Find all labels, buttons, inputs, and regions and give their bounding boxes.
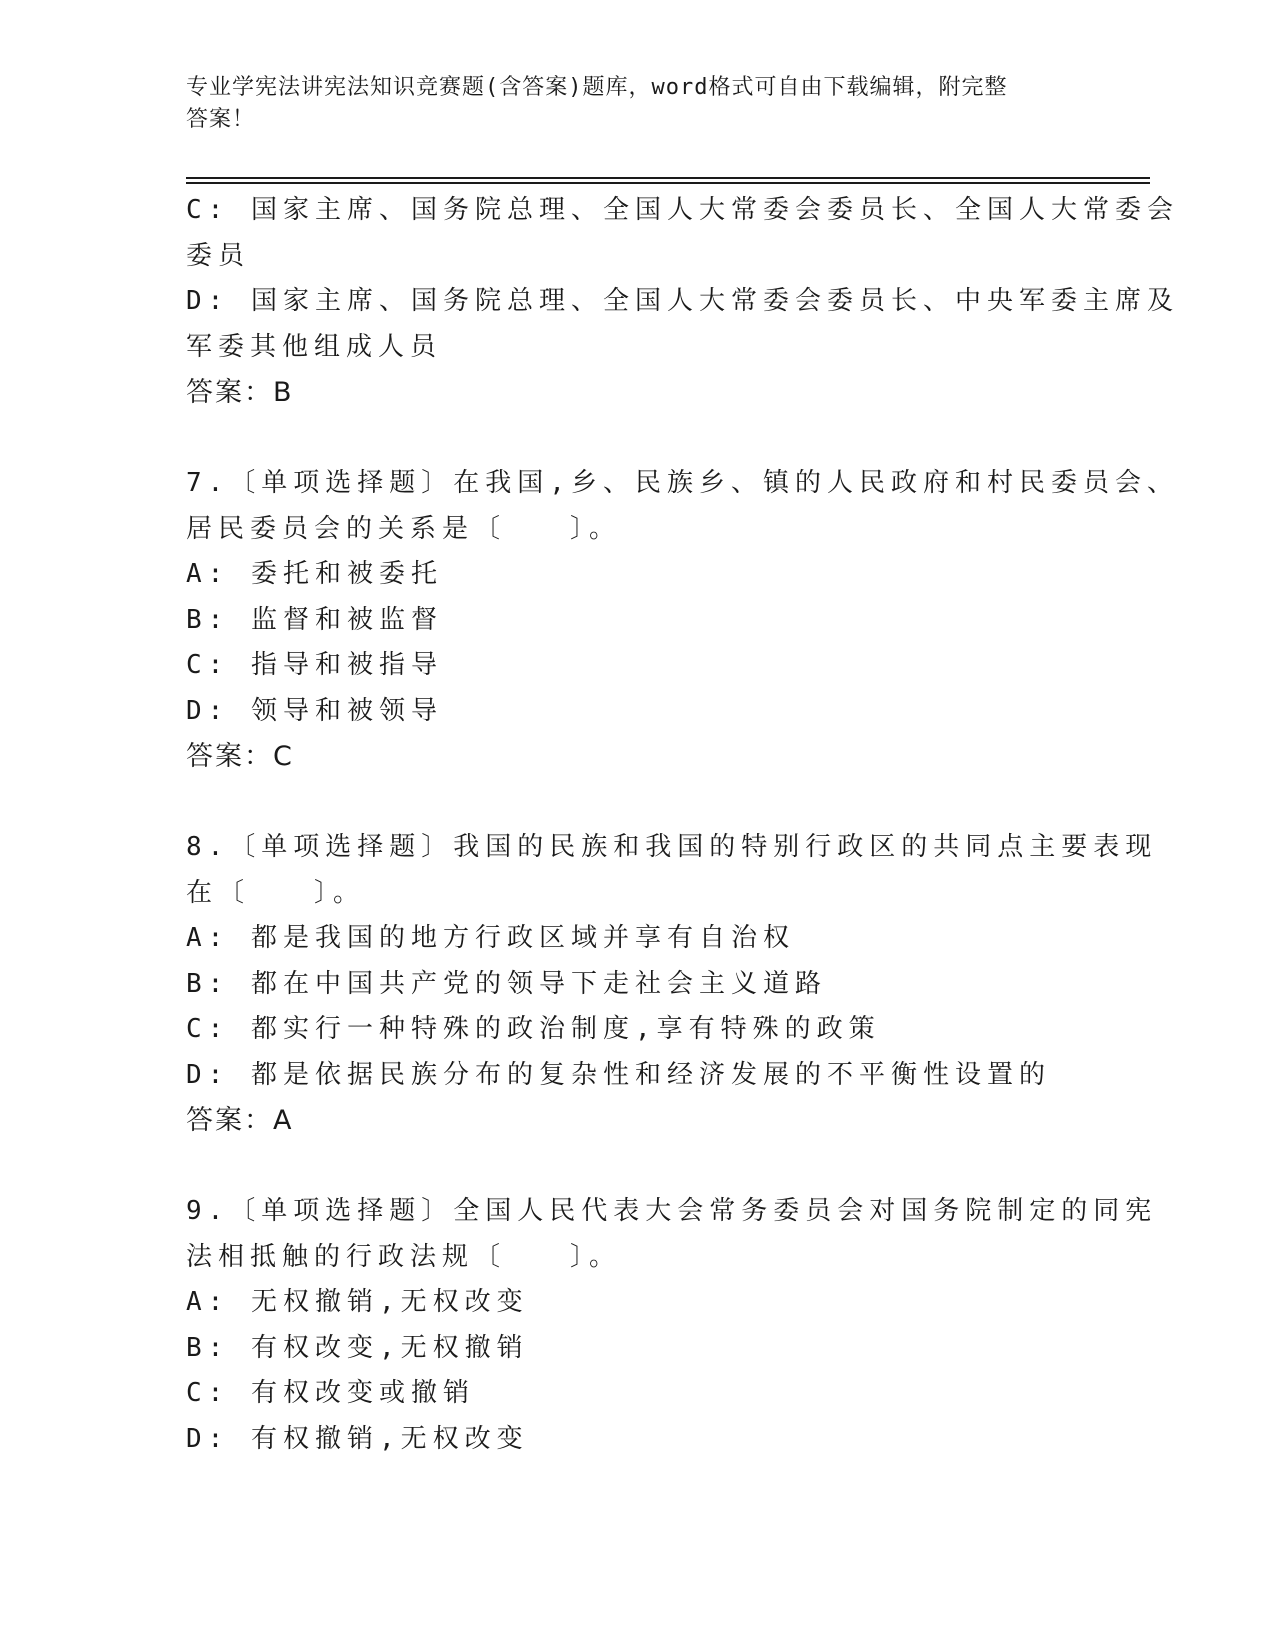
q9-stem-line-2: 法相抵触的行政法规〔 〕。 [186, 1241, 622, 1272]
q7-option-d: D: 领导和被领导 [186, 695, 443, 726]
question-7 [186, 461, 1179, 780]
q7-stem-line-2: 居民委员会的关系是〔 〕。 [186, 513, 622, 544]
header-divider-top [186, 177, 1150, 179]
question-list [186, 188, 1179, 1462]
q7-stem-line-1: 7.〔单项选择题〕在我国,乡、民族乡、镇的人民政府和村民委员会、 [186, 468, 1179, 498]
q9-option-c: C: 有权改变或撤销 [186, 1378, 475, 1408]
q7-option-b: B: 监督和被监督 [186, 604, 443, 635]
q6-option-c-line-2: 委员 [186, 240, 251, 271]
q6-option-d-line-1: D: 国家主席、国务院总理、全国人大常委会委员长、中央军委主席及 [186, 286, 1179, 316]
q9-option-b: B: 有权改变,无权撤销 [186, 1332, 529, 1363]
question-8 [186, 825, 1158, 1144]
q8-option-a: A: 都是我国的地方行政区域并享有自治权 [186, 923, 795, 953]
spacer [186, 1144, 1086, 1190]
q8-answer: 答案：A [186, 1105, 294, 1136]
page-header [186, 72, 1066, 136]
q9-option-d: D: 有权撤销,无权改变 [186, 1423, 529, 1454]
q9-stem-line-1: 9.〔单项选择题〕全国人民代表大会常务委员会对国务院制定的同宪 [186, 1196, 1158, 1226]
question-6-tail [186, 188, 1179, 416]
q8-option-b: B: 都在中国共产党的领导下走社会主义道路 [186, 968, 827, 999]
spacer [186, 416, 1086, 462]
q6-option-d-line-2: 军委其他组成人员 [186, 331, 443, 362]
q6-option-c-line-1: C: 国家主席、国务院总理、全国人大常委会委员长、全国人大常委会 [186, 195, 1179, 225]
q6-answer: 答案：B [186, 377, 294, 408]
q7-answer: 答案：C [186, 741, 294, 772]
q7-option-c: C: 指导和被指导 [186, 650, 443, 680]
question-9 [186, 1189, 1158, 1462]
header-line-1: 专业学宪法讲宪法知识竞赛题(含答案)题库，word格式可自由下载编辑，附完整 [186, 75, 1008, 100]
q8-option-c: C: 都实行一种特殊的政治制度,享有特殊的政策 [186, 1014, 881, 1044]
header-divider-bottom [186, 182, 1150, 184]
q8-stem-line-2: 在〔 〕。 [186, 877, 366, 908]
q7-option-a: A: 委托和被委托 [186, 559, 443, 589]
q8-stem-line-1: 8.〔单项选择题〕我国的民族和我国的特别行政区的共同点主要表现 [186, 832, 1158, 862]
header-line-2: 答案！ [186, 107, 256, 132]
q9-option-a: A: 无权撤销,无权改变 [186, 1287, 529, 1317]
q8-option-d: D: 都是依据民族分布的复杂性和经济发展的不平衡性设置的 [186, 1059, 1051, 1090]
spacer [186, 780, 1086, 826]
